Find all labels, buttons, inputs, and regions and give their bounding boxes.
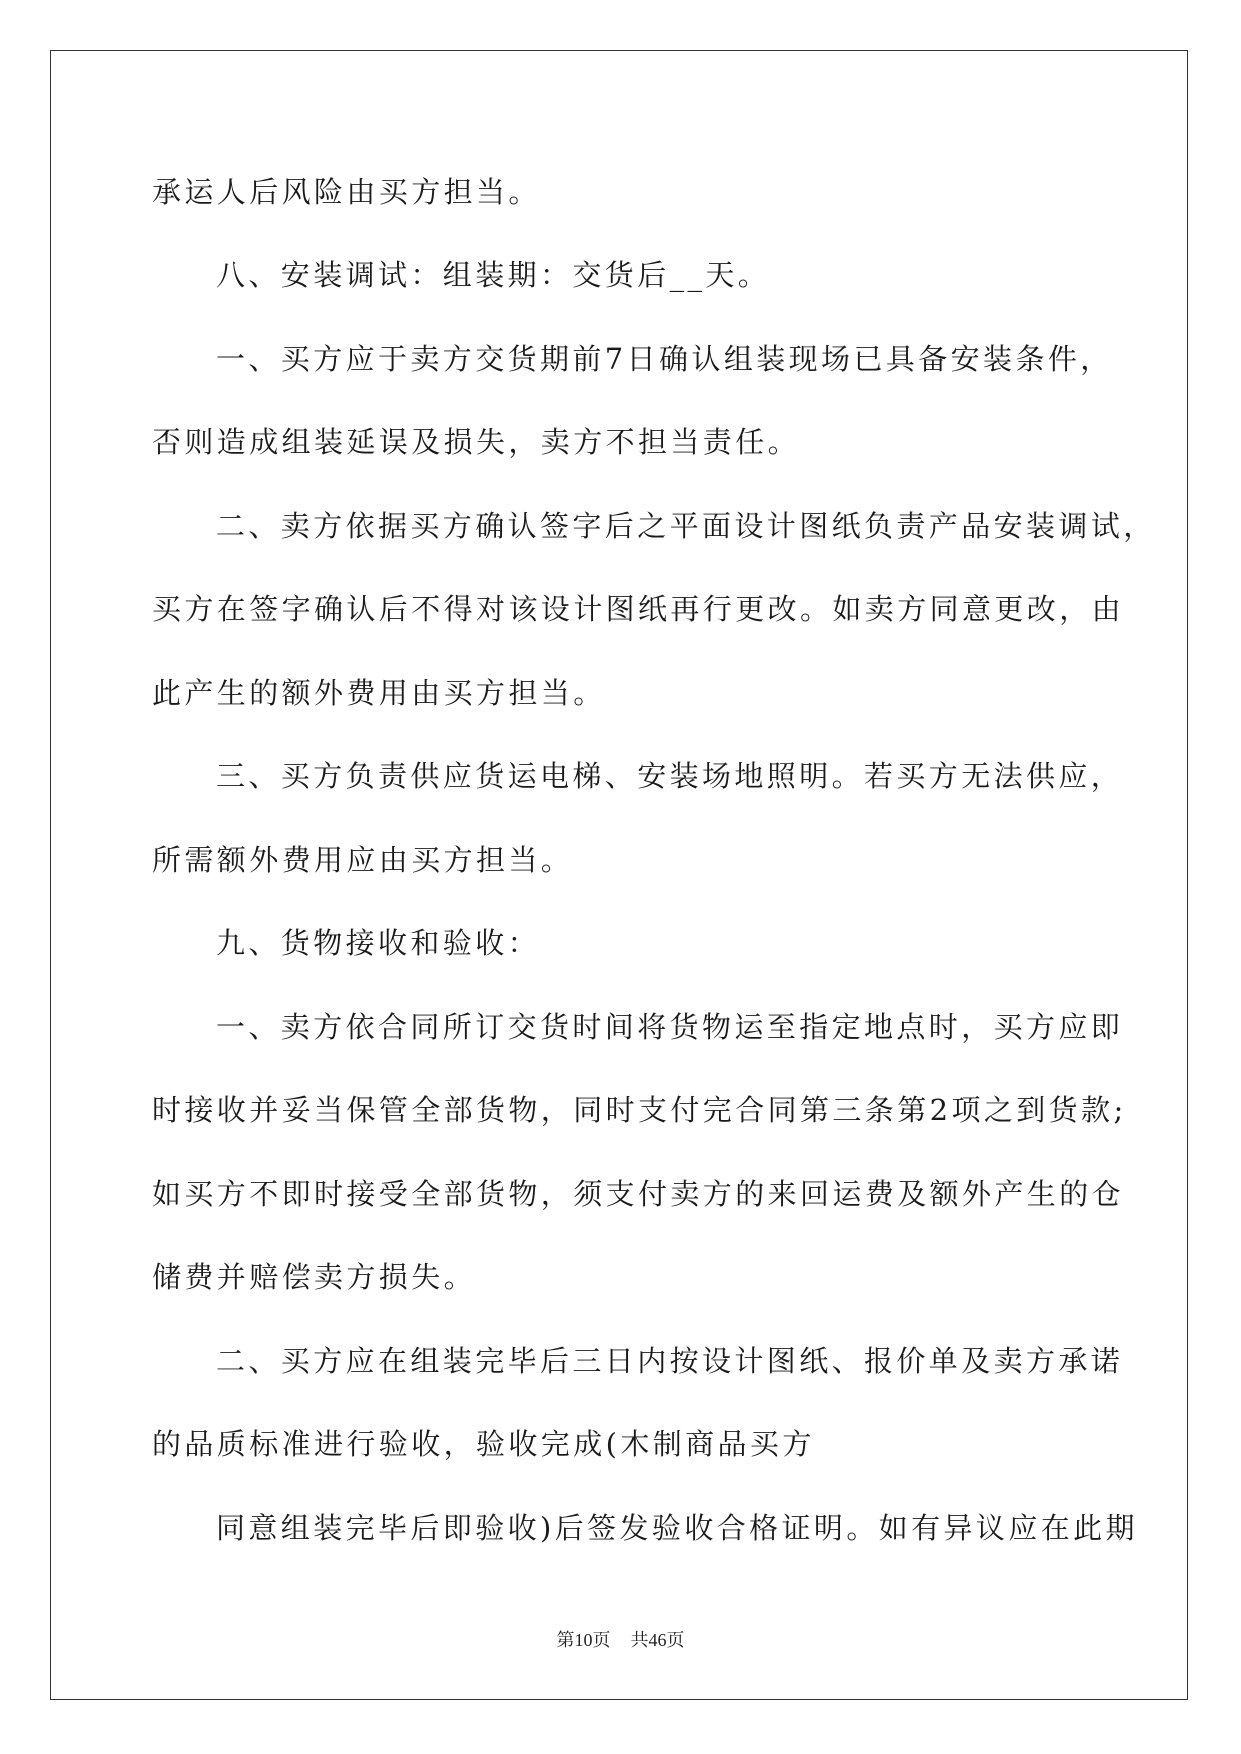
body-line: 储费并赔偿卖方损失。 [152, 1260, 477, 1294]
body-line: 所需额外费用应由买方担当。 [152, 843, 574, 877]
page-number: 第10页 [556, 1630, 611, 1650]
page-footer [0, 1626, 1241, 1652]
page-total: 共46页 [630, 1630, 685, 1650]
body-line: 承运人后风险由买方担当。 [152, 175, 541, 209]
body-line: 同意组装完毕后即验收)后签发验收合格证明。如有异议应在此期 [216, 1511, 1138, 1545]
body-line: 一、卖方依合同所订交货时间将货物运至指定地点时，买方应即 [216, 1010, 1124, 1044]
body-line: 三、买方负责供应货运电梯、安装场地照明。若买方无法供应， [216, 759, 1124, 793]
body-line: 一、买方应于卖方交货期前7日确认组装现场已具备安装条件， [216, 342, 1113, 376]
body-line: 二、买方应在组装完毕后三日内按设计图纸、报价单及卖方承诺 [216, 1344, 1124, 1378]
body-line: 二、卖方依据买方确认签字后之平面设计图纸负责产品安装调试， [216, 509, 1156, 543]
body-line: 如买方不即时接受全部货物，须支付卖方的来回运费及额外产生的仓 [152, 1177, 1125, 1211]
body-line: 的品质标准进行验收，验收完成(木制商品买方 [152, 1427, 815, 1461]
body-line: 时接收并妥当保管全部货物，同时支付完合同第三条第2项之到货款; [152, 1093, 1127, 1127]
section-heading-9: 九、货物接收和验收： [216, 926, 541, 960]
section-heading-8: 八、安装调试：组装期：交货后__天。 [216, 258, 771, 292]
body-line: 否则造成组装延误及损失，卖方不担当责任。 [152, 425, 801, 459]
body-line: 此产生的额外费用由买方担当。 [152, 676, 606, 710]
body-line: 买方在签字确认后不得对该设计图纸再行更改。如卖方同意更改，由 [152, 592, 1125, 626]
